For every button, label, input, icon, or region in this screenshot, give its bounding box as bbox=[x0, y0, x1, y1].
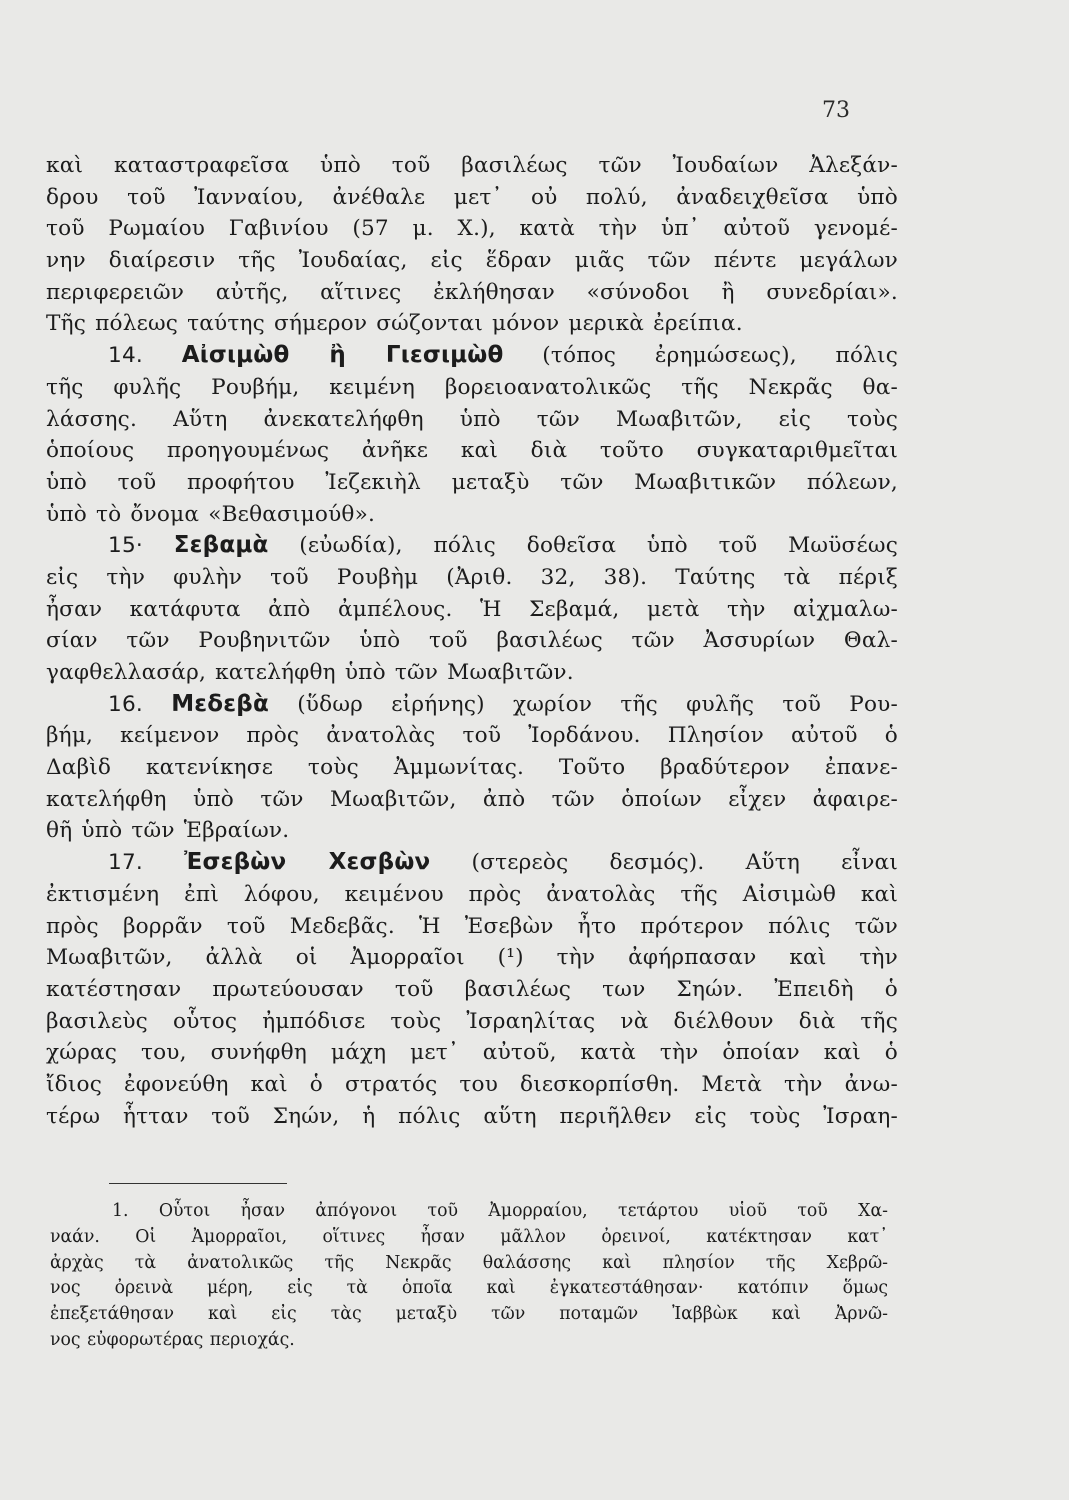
entry-14-heading-line bbox=[46, 340, 898, 372]
entry-text: (στερεὸς δεσμός). Αὕτη εἶναι bbox=[471, 850, 898, 876]
entry-text: (εὐωδία), πόλις δοθεῖσα ὑπὸ τοῦ Μωϋσέως bbox=[299, 533, 898, 559]
footnotes bbox=[50, 1199, 888, 1354]
text-line: τέρω ἧτταν τοῦ Σηών, ἡ πόλις αὕτη περιῆλθεν εἰς τοὺς Ἰσραη- bbox=[46, 1103, 898, 1129]
entry-name: Σεβαμὰ bbox=[173, 532, 269, 559]
text-line: Μωαβιτῶν, ἀλλὰ οἱ Ἀμορραῖοι (¹) τὴν ἀφήρπασαν καὶ τὴν bbox=[46, 945, 898, 971]
text-line: ὁποίους προηγουμένως ἀνῆκε καὶ διὰ τοῦτο συγκαταριθμεῖται bbox=[46, 438, 898, 464]
footnote-line: ἀρχὰς τὰ ἀνατολικῶς τῆς Νεκρᾶς θαλάσσης καὶ πλησίον τῆς Χεβρῶ- bbox=[50, 1252, 888, 1273]
entry-text: (ὕδωρ εἰρήνης) χωρίον τῆς φυλῆς τοῦ Ρου- bbox=[297, 691, 898, 717]
entry-15-heading-line bbox=[46, 530, 898, 562]
entry-16-heading-line bbox=[46, 689, 898, 721]
entry-number: 15· bbox=[108, 533, 143, 559]
text-line: Τῆς πόλεως ταύτης σήμερον σώζονται μόνον μερικὰ ἐρείπια. bbox=[46, 311, 743, 337]
text-line: ὑπὸ τοῦ προφήτου Ἰεζεκιὴλ μεταξὺ τῶν Μωαβιτικῶν πόλεων, bbox=[46, 469, 898, 495]
text-line: τῆς φυλῆς Ρουβήμ, κειμένη βορειοανατολικῶς τῆς Νεκρᾶς θα- bbox=[46, 374, 898, 400]
entry-number: 17. bbox=[108, 850, 143, 876]
page-number: 73 bbox=[822, 98, 850, 123]
text-line: δρου τοῦ Ἰανναίου, ἀνέθαλε μετ᾽ οὐ πολύ, ἀναδειχθεῖσα ὑπὸ bbox=[46, 184, 898, 210]
footnote-line: νος εὐφορωτέρας περιοχάς. bbox=[50, 1329, 295, 1350]
text-line: σίαν τῶν Ρουβηνιτῶν ὑπὸ τοῦ βασιλέως τῶν Ἀσσυρίων Θαλ- bbox=[46, 628, 898, 654]
text-line: ἦσαν κατάφυτα ἀπὸ ἀμπέλους. Ἡ Σεβαμά, μετὰ τὴν αἰχμαλω- bbox=[46, 596, 898, 622]
text-line: νην διαίρεσιν τῆς Ἰουδαίας, εἰς ἕδραν μιᾶς τῶν πέντε μεγάλων bbox=[46, 248, 898, 274]
entry-name: Αἰσιμὼθ ἢ Γιεσιμὼθ bbox=[181, 342, 504, 369]
entry-number: 14. bbox=[108, 343, 143, 369]
footnote-divider bbox=[109, 1183, 287, 1184]
text-line: περιφερειῶν αὐτῆς, αἵτινες ἐκλήθησαν «σύνοδοι ἢ συνεδρίαι». bbox=[46, 279, 898, 305]
entry-17-heading-line bbox=[46, 847, 898, 879]
footnote-line: ναάν. Οἱ Ἀμορραῖοι, οἵτινες ἦσαν μᾶλλον ὀρεινοί, κατέκτησαν κατ᾽ bbox=[50, 1226, 888, 1247]
text-line: τοῦ Ρωμαίου Γαβινίου (57 μ. Χ.), κατὰ τὴν ὑπ᾽ αὐτοῦ γενομέ- bbox=[46, 216, 898, 242]
text-line: εἰς τὴν φυλὴν τοῦ Ρουβὴμ (Ἀριθ. 32, 38). Ταύτης τὰ πέριξ bbox=[46, 564, 898, 590]
footnote-line: νος ὀρεινὰ μέρη, εἰς τὰ ὁποῖα καὶ ἐγκατεστάθησαν· κατόπιν ὅμως bbox=[50, 1278, 888, 1299]
text-line: κατελήφθη ὑπὸ τῶν Μωαβιτῶν, ἀπὸ τῶν ὁποίων εἶχεν ἀφαιρε- bbox=[46, 786, 898, 812]
text-line: κατέστησαν πρωτεύουσαν τοῦ βασιλέως των Σηών. Ἐπειδὴ ὁ bbox=[46, 976, 898, 1002]
text-line: λάσσης. Αὕτη ἀνεκατελήφθη ὑπὸ τῶν Μωαβιτῶν, εἰς τοὺς bbox=[46, 406, 898, 432]
footnote-line: ἐπεξετάθησαν καὶ εἰς τὰς μεταξὺ τῶν ποταμῶν Ἰαββὼκ καὶ Ἀρνῶ- bbox=[50, 1304, 888, 1325]
text-line: γαφθελλασάρ, κατελήφθη ὑπὸ τῶν Μωαβιτῶν. bbox=[46, 660, 574, 685]
entry-number: 16. bbox=[108, 691, 143, 717]
text-line: ὑπὸ τὸ ὄνομα «Βεθασιμούθ». bbox=[46, 501, 376, 527]
entry-name: Ἐσεβὼν Χεσβὼν bbox=[184, 849, 431, 876]
body-text bbox=[46, 150, 898, 1132]
text-line: καὶ καταστραφεῖσα ὑπὸ τοῦ βασιλέως τῶν Ἰουδαίων Ἀλεξάν- bbox=[46, 153, 898, 178]
text-line: βασιλεὺς οὗτος ἠμπόδισε τοὺς Ἰσραηλίτας νὰ διέλθουν διὰ τῆς bbox=[46, 1008, 898, 1034]
text-line: Δαβὶδ κατενίκησε τοὺς Ἀμμωνίτας. Τοῦτο βραδύτερον ἐπανε- bbox=[46, 755, 898, 781]
text-line: βήμ, κείμενον πρὸς ἀνατολὰς τοῦ Ἰορδάνου. Πλησίον αὐτοῦ ὁ bbox=[46, 723, 898, 749]
text-line: χώρας του, συνήφθη μάχη μετ᾽ αὐτοῦ, κατὰ τὴν ὁποίαν καὶ ὁ bbox=[46, 1040, 898, 1066]
text-line: πρὸς βορρᾶν τοῦ Μεδεβᾶς. Ἡ Ἐσεβὼν ἦτο πρότερον πόλις τῶν bbox=[46, 913, 898, 939]
text-line: ἐκτισμένη ἐπὶ λόφου, κειμένου πρὸς ἀνατολὰς τῆς Αἰσιμὼθ καὶ bbox=[46, 881, 898, 907]
text-line: ἴδιος ἐφονεύθη καὶ ὁ στρατός του διεσκορπίσθη. Μετὰ τὴν ἀνω- bbox=[46, 1071, 898, 1097]
text-line: θῆ ὑπὸ τῶν Ἑβραίων. bbox=[46, 818, 290, 844]
entry-name: Μεδεβὰ bbox=[171, 690, 269, 717]
entry-text: (τόπος ἐρημώσεως), πόλις bbox=[542, 343, 898, 369]
footnote-line: 1. Οὗτοι ἦσαν ἀπόγονοι τοῦ Ἀμορραίου, τετάρτου υἱοῦ τοῦ Χα- bbox=[112, 1201, 888, 1221]
